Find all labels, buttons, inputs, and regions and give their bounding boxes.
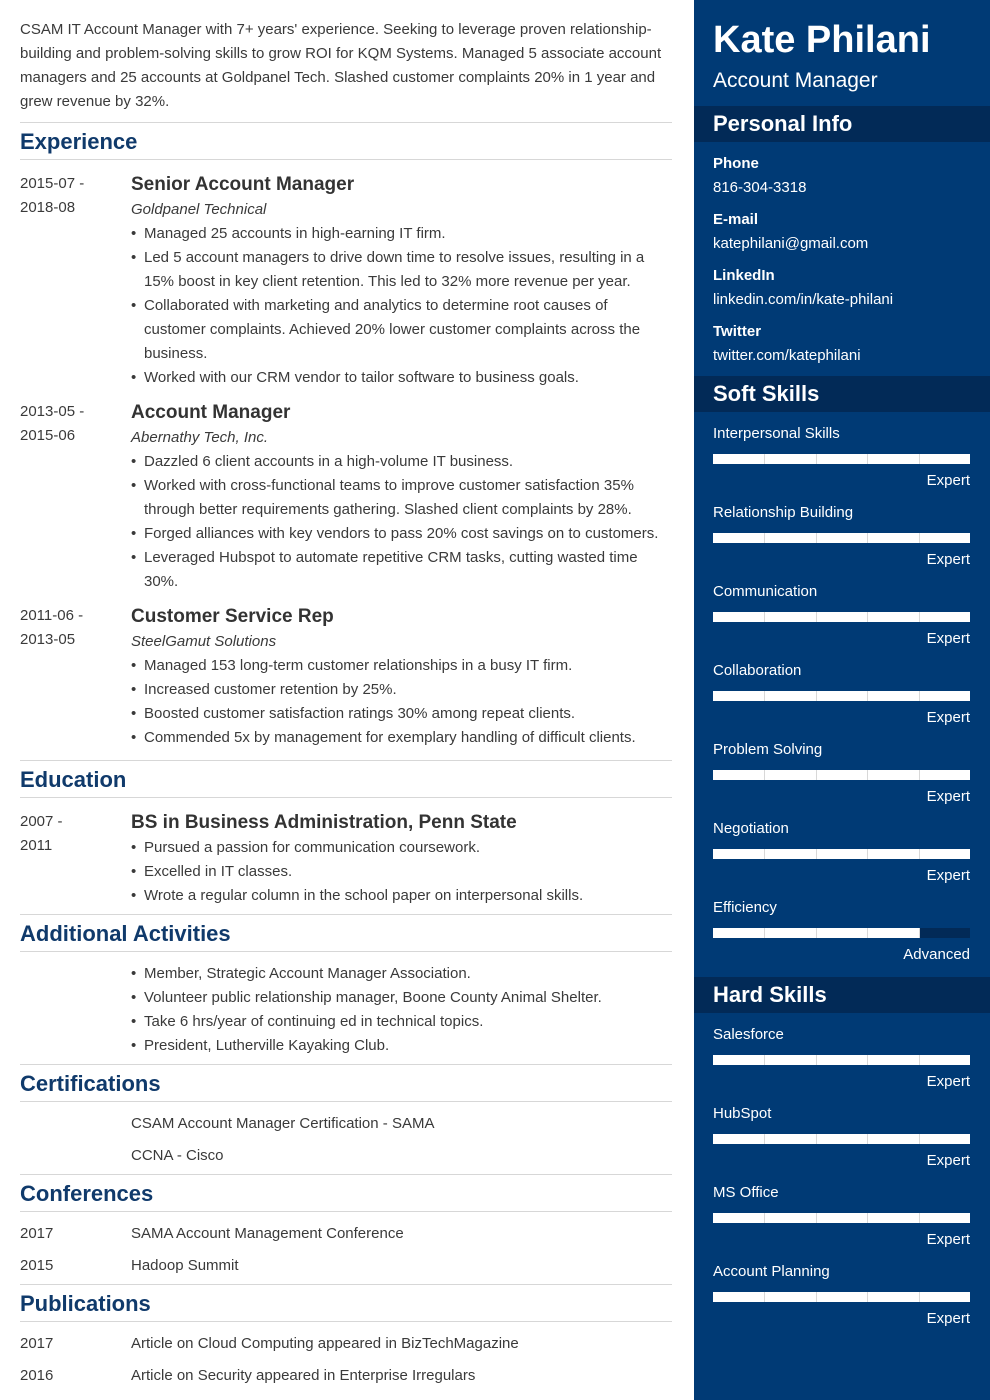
skill-bar-segment-divider: [764, 454, 765, 464]
publications-text: Article on Cloud Computing appeared in BizTechMagazine: [131, 1335, 519, 1352]
skill-name: Communication: [713, 583, 818, 600]
bullet-item: • Managed 25 accounts in high-earning IT firm.: [131, 222, 672, 246]
skill-bar-segment-divider: [764, 770, 765, 780]
activities-list: [131, 962, 672, 1058]
bullet-item: • Take 6 hrs/year of continuing ed in technical topics.: [131, 1010, 672, 1034]
personal-info-value-email: katephilani@gmail.com: [713, 235, 869, 252]
date-start: 2007 -: [20, 813, 63, 830]
skill-level-fill: [713, 533, 970, 543]
publications-text: Article on Security appeared in Enterprise Irregulars: [131, 1367, 476, 1384]
personal-info-label-email: E-mail: [713, 211, 759, 228]
skill-level-label: Expert: [926, 1231, 970, 1248]
skill-item: [713, 1262, 970, 1341]
skill-bar-segment-divider: [919, 849, 920, 859]
experience-entry: [20, 172, 672, 390]
skill-item: [713, 503, 970, 582]
skill-bar-segment-divider: [816, 849, 817, 859]
bullet-item: • Led 5 account managers to drive down time to resolve issues, resulting in a 15% boost in key client retention. This led to 32% more revenue per year.: [131, 246, 672, 294]
skill-item: [713, 582, 970, 661]
skill-level-label: Expert: [926, 551, 970, 568]
conferences-list: [20, 1212, 673, 1282]
skill-bar-segment-divider: [919, 1213, 920, 1223]
experience-entry: [20, 400, 672, 594]
bullet-item: • Collaborated with marketing and analytics to determine root causes of customer complaints. Achieved 20% lower customer complaints across the business.: [131, 294, 672, 366]
skill-level-bar: [713, 770, 970, 780]
skill-bar-segment-divider: [867, 691, 868, 701]
skill-name: HubSpot: [713, 1105, 772, 1122]
skill-bar-segment-divider: [919, 770, 920, 780]
skill-bar-segment-divider: [867, 454, 868, 464]
skill-bar-segment-divider: [919, 928, 920, 938]
personal-info-label-linkedin: LinkedIn: [713, 267, 775, 284]
certifications-date: [20, 1140, 131, 1172]
skill-name: Collaboration: [713, 662, 802, 679]
bullet-item: • Commended 5x by management for exemplary handling of difficult clients.: [131, 726, 672, 750]
skill-item: [713, 819, 970, 898]
skill-level-fill: [713, 691, 970, 701]
bullet-item: • Boosted customer satisfaction ratings 30% among repeat clients.: [131, 702, 672, 726]
date-start: 2011-06 -: [20, 607, 84, 624]
skill-item: [713, 1183, 970, 1262]
skill-bar-segment-divider: [816, 1134, 817, 1144]
skill-level-bar: [713, 612, 970, 622]
bullet-item: • Volunteer public relationship manager, Boone County Animal Shelter.: [131, 986, 672, 1010]
skill-bar-segment-divider: [867, 770, 868, 780]
skill-level-label: Expert: [926, 630, 970, 647]
bullet-item: • Member, Strategic Account Manager Association.: [131, 962, 672, 986]
personal-info-value-linkedin: linkedin.com/in/kate-philani: [713, 291, 894, 308]
skill-bar-segment-divider: [816, 1213, 817, 1223]
skill-level-fill: [713, 454, 970, 464]
skill-bar-segment-divider: [816, 1055, 817, 1065]
skill-bar-segment-divider: [816, 533, 817, 543]
publications-date: 2017: [20, 1335, 54, 1352]
certifications-row: [20, 1140, 672, 1172]
job-role: Senior Account Manager: [131, 174, 355, 195]
skill-bar-segment-divider: [867, 1292, 868, 1302]
skill-bar-segment-divider: [919, 1292, 920, 1302]
skill-bar-segment-divider: [764, 691, 765, 701]
experience-dates: [20, 400, 131, 594]
skill-bar-segment-divider: [867, 1213, 868, 1223]
experience-dates: [20, 172, 131, 390]
certifications-date: [20, 1108, 131, 1140]
skill-name: Efficiency: [713, 899, 777, 916]
skill-bar-segment-divider: [816, 612, 817, 622]
skill-level-label: Expert: [926, 1073, 970, 1090]
candidate-job-title: Account Manager: [713, 69, 878, 92]
skill-level-bar: [713, 454, 970, 464]
experience-entry: [20, 604, 672, 750]
activities-heading: Additional Activities: [20, 921, 231, 946]
skill-name: Negotiation: [713, 820, 789, 837]
certifications-row: [20, 1108, 672, 1140]
skill-bar-segment-divider: [816, 770, 817, 780]
conferences-text: SAMA Account Management Conference: [131, 1225, 404, 1242]
skill-bar-segment-divider: [919, 691, 920, 701]
experience-body: [131, 604, 672, 750]
summary: CSAM IT Account Manager with 7+ years' experience. Seeking to leverage proven relationship-building and problem-solving skills to grow ROI for KQM Systems. Managed 5 associate account managers and 25 accounts at Goldpanel Tech. Slashed customer complaints 20% in 1 year and grew revenue by 32%.: [20, 21, 662, 110]
bullet-item: • Dazzled 6 client accounts in a high-volume IT business.: [131, 450, 672, 474]
skill-bar-segment-divider: [764, 1134, 765, 1144]
soft-skills-heading: Soft Skills: [694, 376, 990, 412]
education-list: [20, 798, 673, 908]
skill-level-label: Expert: [926, 867, 970, 884]
skill-bar-segment-divider: [867, 612, 868, 622]
job-role: Customer Service Rep: [131, 606, 334, 627]
hard-skills-heading: Hard Skills: [694, 977, 990, 1013]
degree: BS in Business Administration, Penn State: [131, 812, 517, 833]
skill-bar-segment-divider: [919, 612, 920, 622]
skill-name: Problem Solving: [713, 741, 823, 758]
experience-bullets: [131, 450, 672, 594]
bullet-item: • Increased customer retention by 25%.: [131, 678, 672, 702]
skill-level-fill: [713, 1213, 970, 1223]
skill-level-bar: [713, 691, 970, 701]
date-end: 2015-06: [20, 427, 76, 444]
skill-level-bar: [713, 1213, 970, 1223]
skill-bar-segment-divider: [867, 1055, 868, 1065]
skill-bar-segment-divider: [764, 1292, 765, 1302]
experience-bullets: [131, 222, 672, 390]
experience-list: [20, 160, 673, 750]
skill-bar-segment-divider: [764, 533, 765, 543]
activities-date: [20, 962, 131, 1058]
skill-level-fill: [713, 849, 970, 859]
skill-item: [713, 1025, 970, 1104]
skill-bar-segment-divider: [867, 928, 868, 938]
skill-bar-segment-divider: [764, 612, 765, 622]
skill-level-bar: [713, 849, 970, 859]
skill-level-bar: [713, 1055, 970, 1065]
certifications-list: [20, 1102, 673, 1172]
education-body: [131, 810, 672, 908]
experience-dates: [20, 604, 131, 750]
conferences-row: [20, 1250, 672, 1282]
bullet-item: • Managed 153 long-term customer relationships in a busy IT firm.: [131, 654, 672, 678]
skill-level-bar: [713, 1134, 970, 1144]
publications-heading: Publications: [20, 1291, 151, 1316]
certifications-text: CSAM Account Manager Certification - SAMA: [131, 1115, 435, 1132]
job-role: Account Manager: [131, 402, 291, 423]
skill-level-label: Expert: [926, 1310, 970, 1327]
skill-level-label: Expert: [926, 1152, 970, 1169]
company-name: Abernathy Tech, Inc.: [131, 429, 269, 446]
bullet-item: • President, Lutherville Kayaking Club.: [131, 1034, 672, 1058]
date-end: 2018-08: [20, 199, 76, 216]
bullet-item: • Excelled in IT classes.: [131, 860, 672, 884]
conferences-text: Hadoop Summit: [131, 1257, 239, 1274]
skill-item: [713, 1104, 970, 1183]
skill-level-fill: [713, 1055, 970, 1065]
skill-bar-segment-divider: [867, 1134, 868, 1144]
bullet-item: • Worked with our CRM vendor to tailor software to business goals.: [131, 366, 672, 390]
publications-row: [20, 1328, 672, 1360]
skill-level-label: Expert: [926, 472, 970, 489]
personal-info-label-phone: Phone: [713, 155, 759, 172]
sidebar: [694, 0, 990, 1400]
soft-skills-list: [694, 412, 990, 977]
education-dates: [20, 810, 131, 908]
certifications-heading: Certifications: [20, 1071, 161, 1096]
skill-name: Relationship Building: [713, 504, 854, 521]
skill-level-bar: [713, 533, 970, 543]
certifications-text: CCNA - Cisco: [131, 1147, 224, 1164]
personal-info-label-twitter: Twitter: [713, 323, 762, 340]
skill-bar-segment-divider: [816, 454, 817, 464]
experience-heading: Experience: [20, 129, 138, 154]
skill-item: [713, 661, 970, 740]
skill-item: [713, 424, 970, 503]
company-name: Goldpanel Technical: [131, 201, 267, 218]
education-bullets: [131, 836, 672, 908]
publications-list: [20, 1322, 673, 1392]
personal-info: [694, 142, 990, 368]
experience-body: [131, 172, 672, 390]
skill-item: [713, 898, 970, 977]
conferences-date: 2017: [20, 1225, 54, 1242]
personal-info-value-twitter: twitter.com/katephilani: [713, 347, 861, 364]
skill-bar-segment-divider: [764, 1055, 765, 1065]
company-name: SteelGamut Solutions: [131, 633, 277, 650]
skill-bar-segment-divider: [764, 928, 765, 938]
experience-body: [131, 400, 672, 594]
conferences-row: [20, 1218, 672, 1250]
skill-level-fill: [713, 1292, 970, 1302]
date-start: 2015-07 -: [20, 175, 85, 192]
experience-bullets: [131, 654, 672, 750]
skill-level-bar: [713, 1292, 970, 1302]
hard-skills-list: [694, 1013, 990, 1341]
skill-bar-segment-divider: [919, 454, 920, 464]
skill-name: Account Planning: [713, 1263, 830, 1280]
skill-bar-segment-divider: [764, 849, 765, 859]
skill-bar-segment-divider: [919, 533, 920, 543]
skill-bar-segment-divider: [867, 849, 868, 859]
skill-bar-segment-divider: [919, 1055, 920, 1065]
bullet-item: • Leveraged Hubspot to automate repetitive CRM tasks, cutting wasted time 30%.: [131, 546, 672, 594]
skill-name: MS Office: [713, 1184, 779, 1201]
skill-name: Salesforce: [713, 1026, 784, 1043]
skill-item: [713, 740, 970, 819]
bullet-item: • Wrote a regular column in the school paper on interpersonal skills.: [131, 884, 672, 908]
skill-level-label: Expert: [926, 709, 970, 726]
skill-level-label: Advanced: [903, 946, 970, 963]
skill-bar-segment-divider: [816, 928, 817, 938]
skill-level-label: Expert: [926, 788, 970, 805]
skill-level-bar: [713, 928, 970, 938]
publications-date: 2016: [20, 1367, 54, 1384]
personal-info-value-phone: 816-304-3318: [713, 179, 807, 196]
bullet-item: • Forged alliances with key vendors to pass 20% cost savings on to customers.: [131, 522, 672, 546]
conferences-heading: Conferences: [20, 1181, 154, 1206]
skill-name: Interpersonal Skills: [713, 425, 840, 442]
candidate-name: Kate Philani: [713, 19, 931, 61]
education-entry: [20, 810, 672, 908]
date-end: 2013-05: [20, 631, 76, 648]
personal-info-heading: Personal Info: [694, 106, 990, 142]
publications-row: [20, 1360, 672, 1392]
date-end: 2011: [20, 837, 53, 854]
bullet-item: • Pursued a passion for communication coursework.: [131, 836, 672, 860]
skill-level-fill: [713, 1134, 970, 1144]
skill-bar-segment-divider: [816, 691, 817, 701]
skill-bar-segment-divider: [816, 1292, 817, 1302]
activities-entry: [20, 952, 672, 1058]
skill-bar-segment-divider: [919, 1134, 920, 1144]
skill-bar-segment-divider: [867, 533, 868, 543]
education-heading: Education: [20, 767, 127, 792]
skill-level-fill: [713, 770, 970, 780]
skill-level-fill: [713, 612, 970, 622]
skill-bar-segment-divider: [764, 1213, 765, 1223]
conferences-date: 2015: [20, 1257, 54, 1274]
bullet-item: • Worked with cross-functional teams to improve customer satisfaction 35% through better requirements gathering. Slashed client complaints by 28%.: [131, 474, 672, 522]
date-start: 2013-05 -: [20, 403, 85, 420]
